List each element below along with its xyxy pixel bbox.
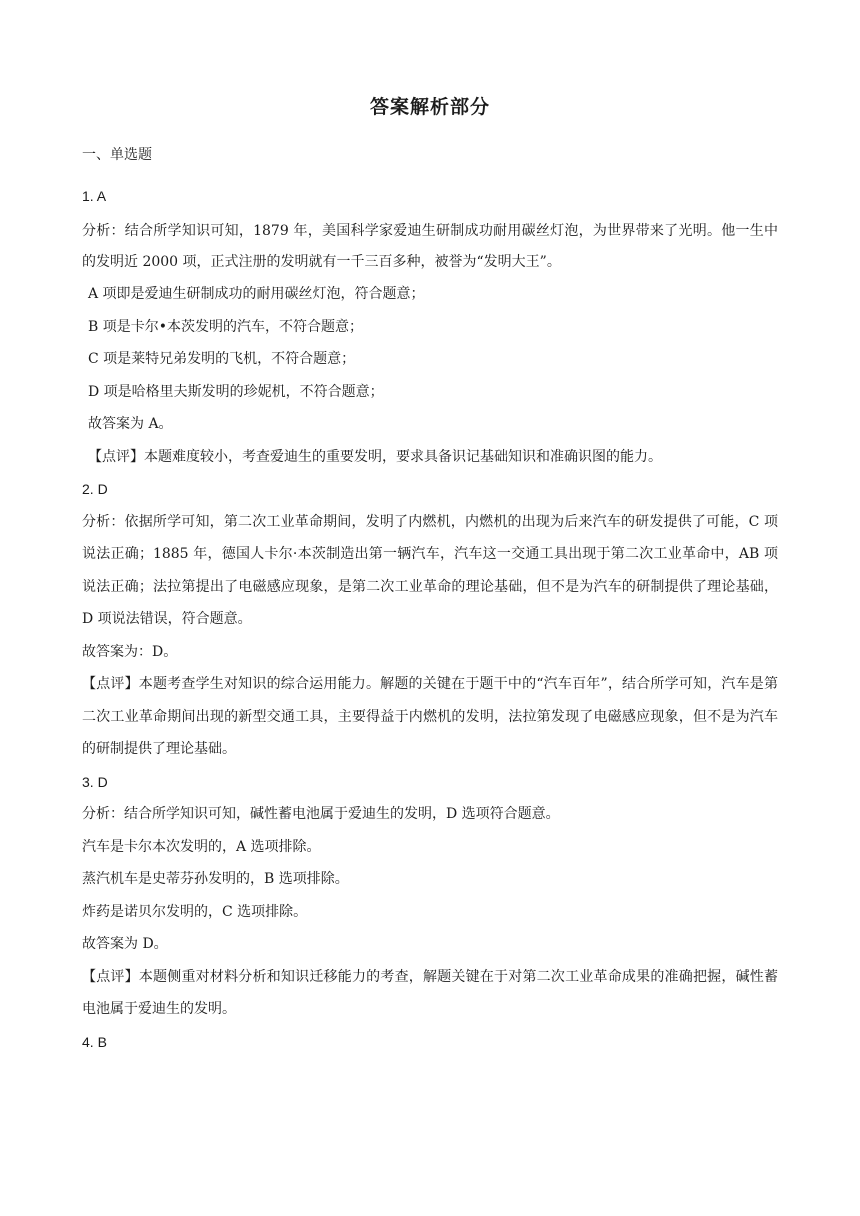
section-heading: 一、单选题: [82, 147, 152, 163]
option-line: 蒸汽机车是史蒂芬孙发明的，B 选项排除。: [82, 871, 349, 887]
option-line: D 项是哈格里夫斯发明的珍妮机，不符合题意；: [88, 383, 384, 400]
option-line: A 项即是爱迪生研制成功的耐用碳丝灯泡，符合题意；: [88, 286, 425, 302]
comment-text: 【点评】本题考查学生对知识的综合运用能力。解题的关键在于题干中的“汽车百年”，结合所学可知，汽车是第二次工业革命期间出现的新型交通工具，主要得益于内燃机的发明，法拉第发现了电磁感应现象，但不是为汽车的研制提供了理论基础。: [82, 676, 778, 757]
page-title: 答案解析部分: [369, 96, 490, 118]
option-line: C 项是莱特兄弟发明的飞机，不符合题意；: [88, 351, 356, 367]
question-1: [82, 185, 778, 473]
question-3: [82, 766, 778, 1026]
document-body: [82, 144, 778, 1058]
analysis-text: 分析：结合所学知识可知，碱性蓄电池属于爱迪生的发明，D 选项符合题意。: [82, 806, 560, 822]
question-number: 1. A: [82, 188, 107, 204]
option-line: 炸药是诺贝尔发明的，C 选项排除。: [82, 903, 308, 920]
answer-text: 故答案为：D。: [82, 643, 178, 660]
analysis-text: 分析：依据所学可知，第二次工业革命期间，发明了内燃机，内燃机的出现为后来汽车的研发提供了可能，C 项说法正确；1885 年，德国人卡尔·本茨制造出第一辆汽车，汽车这一交通工具出现于第二次工业革命中，AB 项说法正确；法拉第提出了电磁感应现象，是第二次工业革命的理论基础，但不是为汽车的研制提供了理论基础，D 项说法错误，符合题意。: [82, 513, 778, 627]
option-line: 汽车是卡尔本次发明的，A 选项排除。: [82, 838, 321, 855]
question-2: [82, 473, 778, 766]
comment-text: 【点评】本题侧重对材料分析和知识迁移能力的考查，解题关键在于对第二次工业革命成果的准确把握，碱性蓄电池属于爱迪生的发明。: [82, 968, 778, 1017]
answer-text: 故答案为 D。: [82, 936, 168, 952]
option-line: B 项是卡尔•本茨发明的汽车，不符合题意；: [88, 318, 363, 335]
comment-text: 【点评】本题难度较小，考查爱迪生的重要发明，要求具备识记基础知识和准确识图的能力。: [88, 448, 662, 465]
question-number: 2. D: [82, 481, 108, 497]
question-4: [82, 1026, 778, 1059]
question-number: 4. B: [82, 1033, 107, 1050]
question-number: 3. D: [82, 773, 108, 790]
analysis-text: 分析：结合所学知识可知，1879 年，美国科学家爱迪生研制成功耐用碳丝灯泡，为世界带来了光明。他一生中的发明近 2000 项，正式注册的发明就有一千三百多种，被誉为“发明大王”。: [82, 223, 778, 270]
answer-text: 故答案为 A。: [88, 416, 173, 432]
